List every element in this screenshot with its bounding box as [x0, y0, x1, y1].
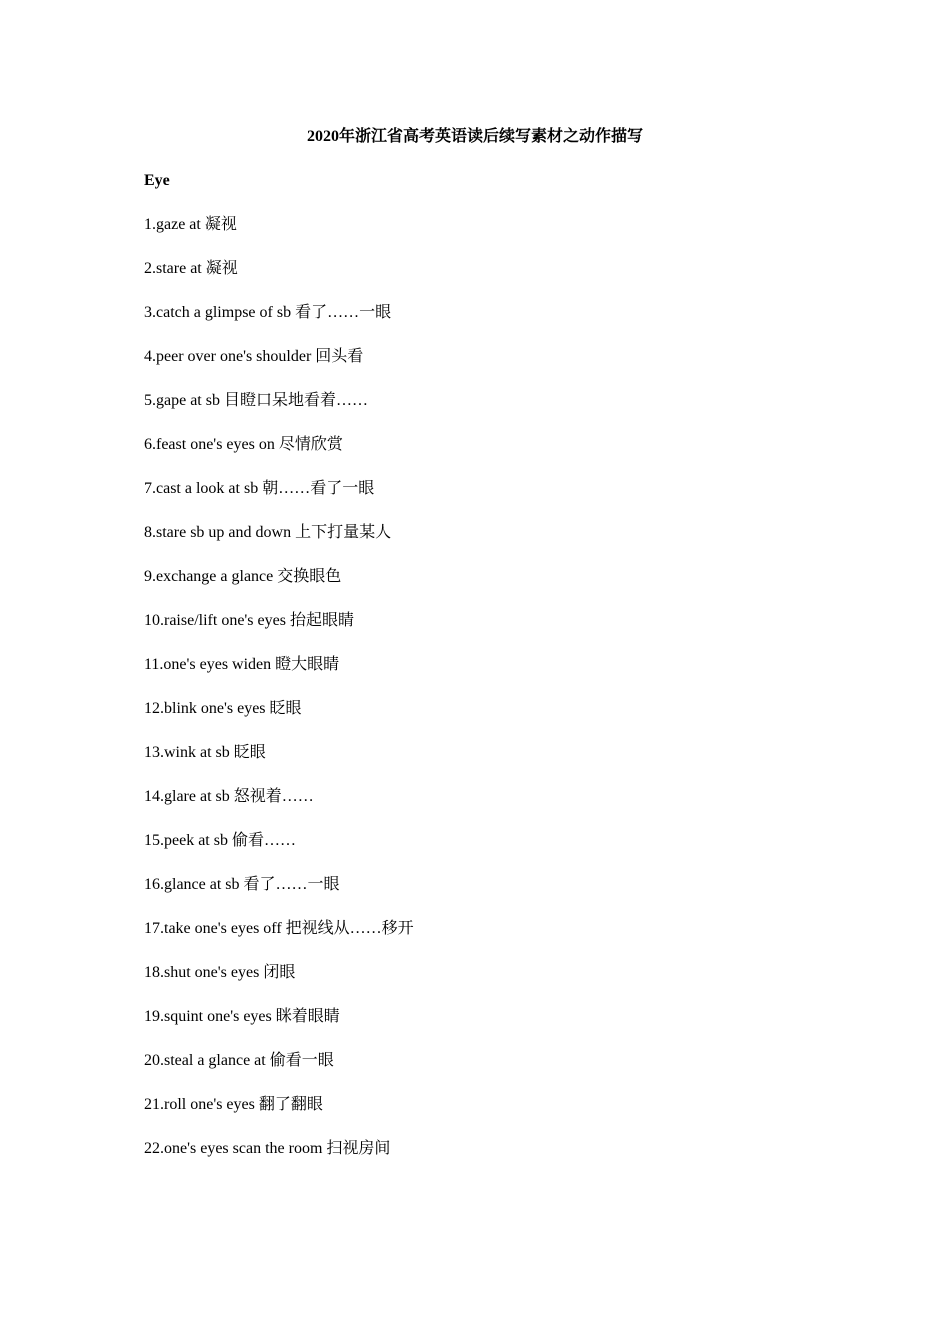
list-item: 19.squint one's eyes 眯着眼睛 [144, 1008, 340, 1025]
list-item: 5.gape at sb 目瞪口呆地看着…… [144, 392, 368, 409]
list-item: 22.one's eyes scan the room 扫视房间 [144, 1140, 391, 1157]
document-title: 2020年浙江省高考英语读后续写素材之动作描写 [306, 128, 643, 145]
list-item: 21.roll one's eyes 翻了翻眼 [144, 1096, 323, 1113]
section-heading-eye: Eye [144, 172, 170, 189]
list-item: 17.take one's eyes off 把视线从……移开 [144, 920, 414, 937]
list-item: 1.gaze at 凝视 [144, 216, 237, 233]
list-item: 20.steal a glance at 偷看一眼 [144, 1052, 334, 1069]
list-item: 2.stare at 凝视 [144, 260, 238, 277]
list-item: 11.one's eyes widen 瞪大眼睛 [144, 656, 340, 673]
list-item: 10.raise/lift one's eyes 抬起眼睛 [144, 612, 354, 629]
list-item: 16.glance at sb 看了……一眼 [144, 876, 340, 893]
list-item: 12.blink one's eyes 眨眼 [144, 700, 302, 717]
list-item: 4.peer over one's shoulder 回头看 [144, 348, 364, 365]
list-item: 18.shut one's eyes 闭眼 [144, 964, 296, 981]
list-item: 14.glare at sb 怒视着…… [144, 788, 314, 805]
phrase-list [144, 214, 414, 1182]
list-item: 7.cast a look at sb 朝……看了一眼 [144, 480, 375, 497]
list-item: 9.exchange a glance 交换眼色 [144, 568, 342, 585]
list-item: 15.peek at sb 偷看…… [144, 832, 296, 849]
list-item: 3.catch a glimpse of sb 看了……一眼 [144, 304, 392, 321]
list-item: 6.feast one's eyes on 尽情欣赏 [144, 436, 343, 453]
list-item: 8.stare sb up and down 上下打量某人 [144, 524, 392, 541]
list-item: 13.wink at sb 眨眼 [144, 744, 266, 761]
